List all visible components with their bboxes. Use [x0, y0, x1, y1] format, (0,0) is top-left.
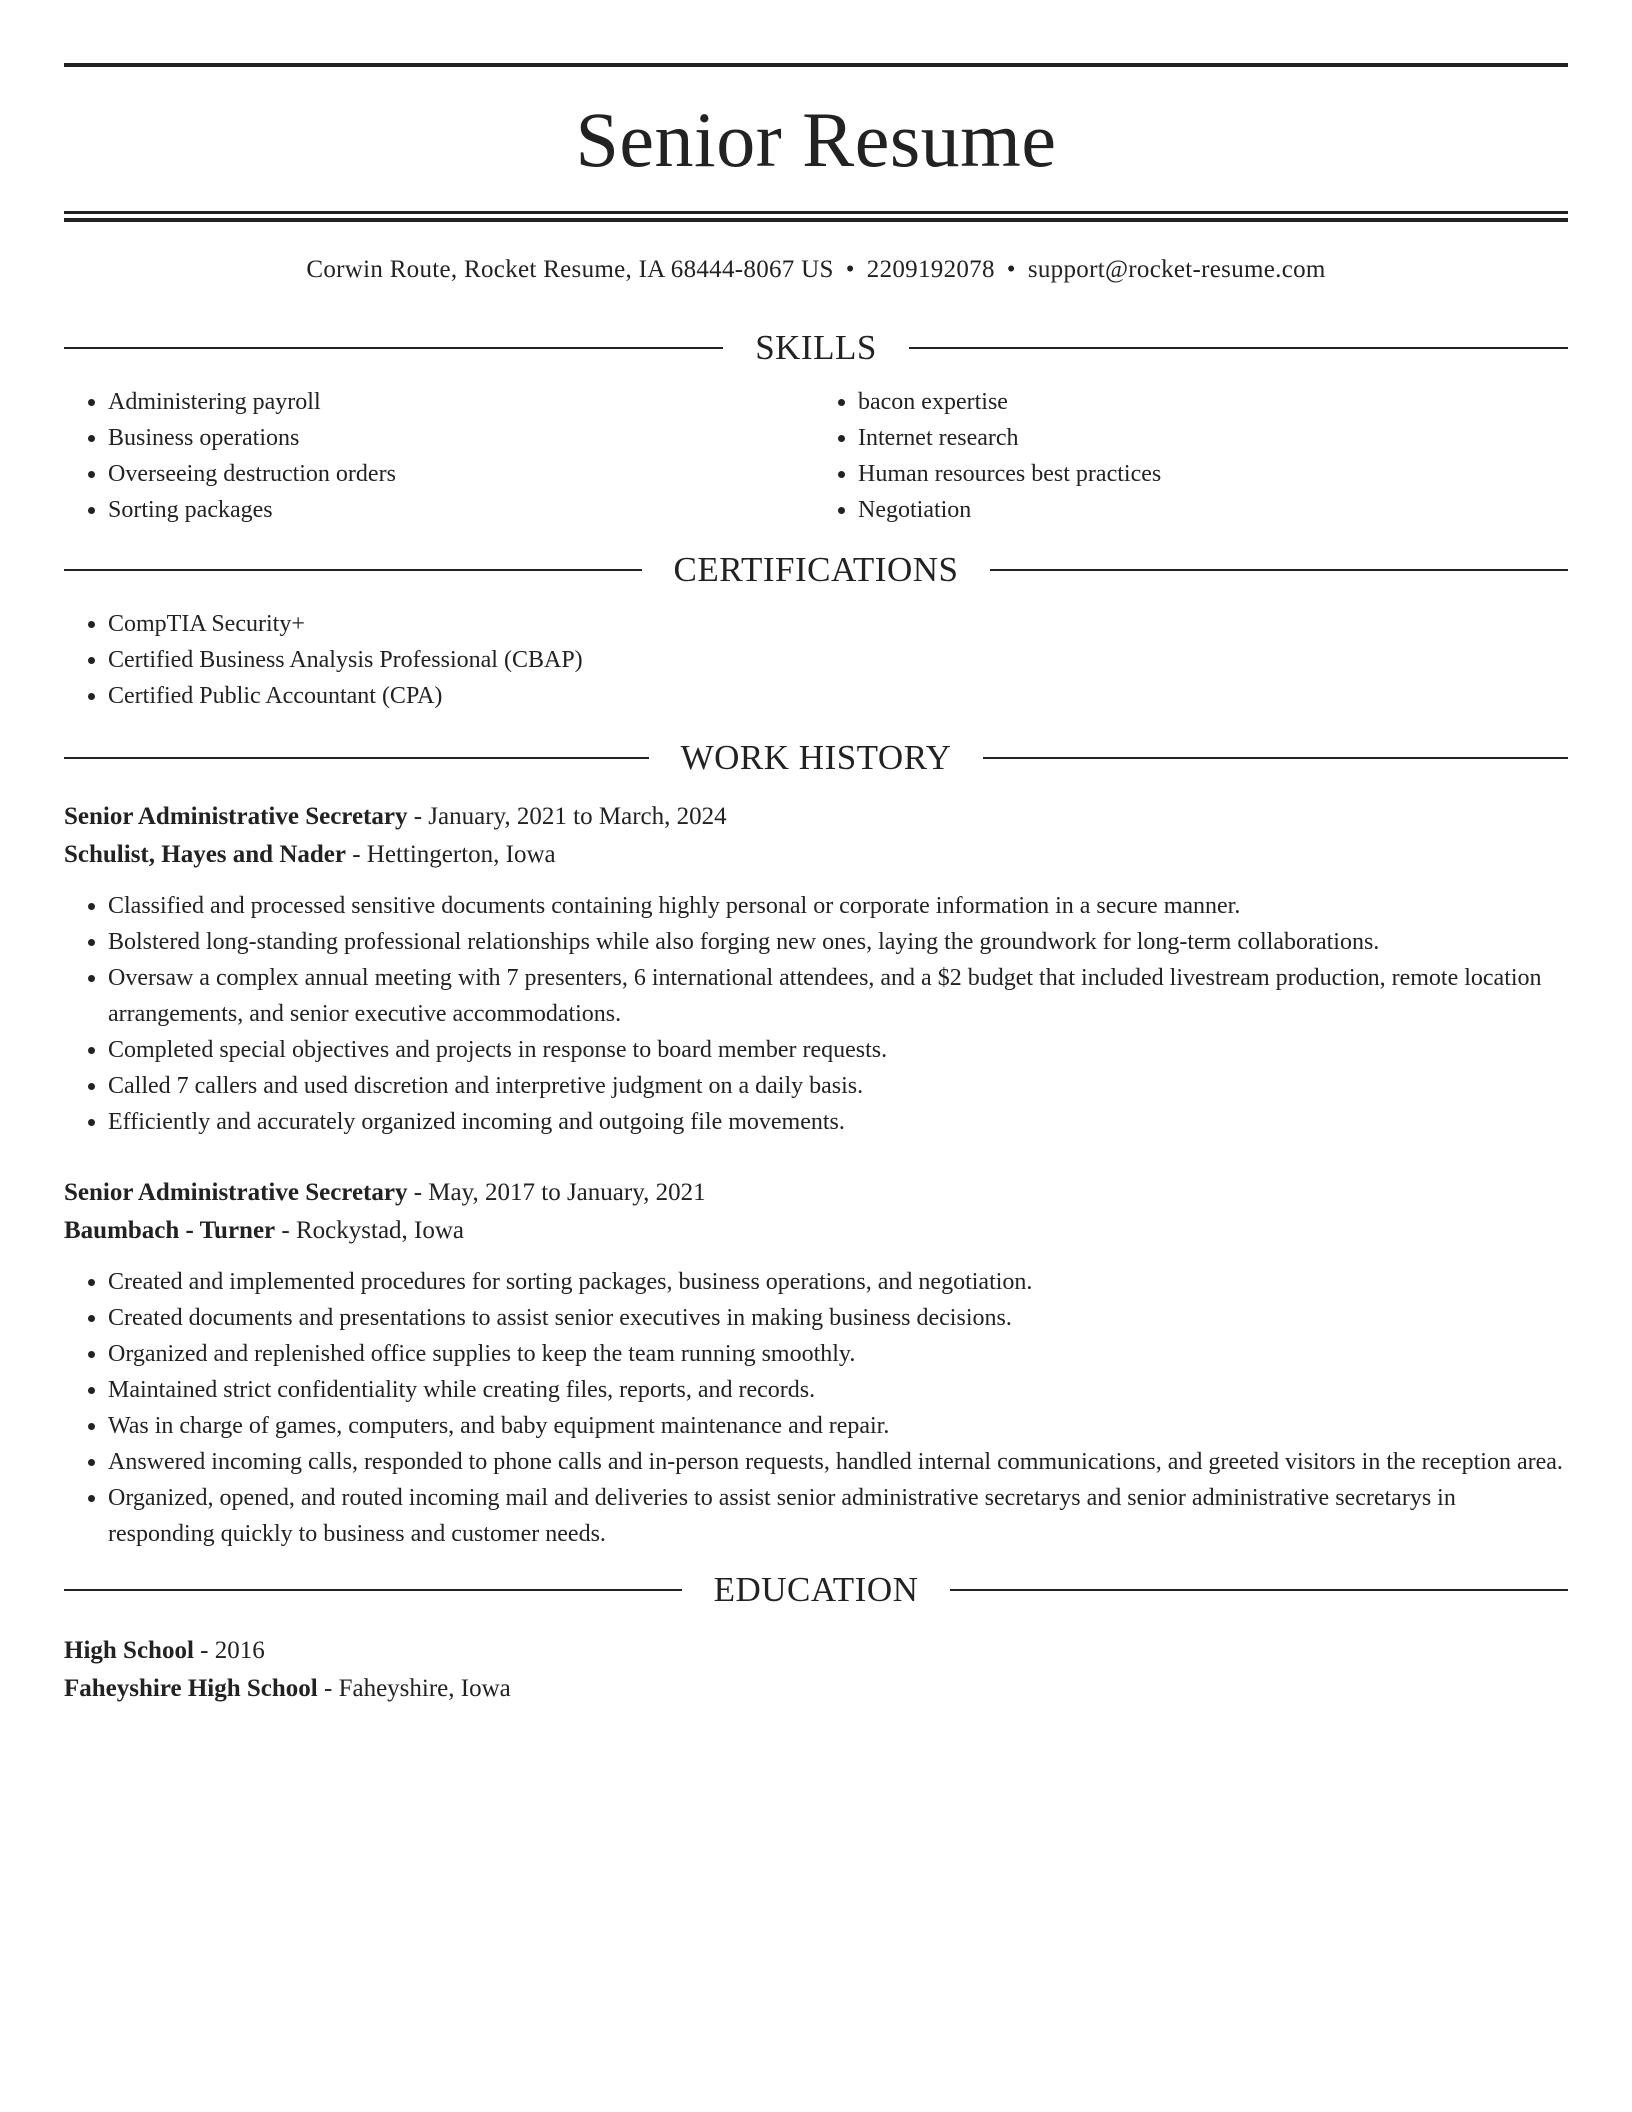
top-rule	[64, 63, 1568, 67]
heading-rule-left	[64, 347, 723, 349]
certification-item: • CompTIA Security+	[108, 606, 1568, 642]
job-location: - Hettingerton, Iowa	[345, 841, 556, 868]
resume-title: Senior Resume	[575, 96, 1057, 183]
skill-item: • Administering payroll	[108, 384, 816, 420]
job-entry	[64, 798, 1568, 1140]
heading-rule-right	[909, 347, 1568, 349]
job-title-line	[64, 1174, 1568, 1212]
education-location: - Faheyshire, Iowa	[317, 1675, 511, 1702]
job-duty: • Bolstered long-standing professional relationships while also forging new ones, laying the groundwork for long-term collaborations.	[108, 924, 1568, 960]
heading-rule-left	[64, 1589, 682, 1591]
contact-separator: •	[1006, 256, 1016, 283]
skills-column-right	[816, 384, 1568, 528]
job-duty: • Efficiently and accurately organized incoming and outgoing file movements.	[108, 1104, 1568, 1140]
job-duty: • Answered incoming calls, responded to phone calls and in-person requests, handled internal communications, and greeted visitors in the reception area.	[108, 1444, 1568, 1480]
education-year: - 2016	[193, 1637, 265, 1664]
skill-item: • Overseeing destruction orders	[108, 456, 816, 492]
job-duty: • Created documents and presentations to assist senior executives in making business decisions.	[108, 1300, 1568, 1336]
contact-email: support@rocket-resume.com	[1027, 256, 1326, 283]
contact-phone: 2209192078	[866, 256, 995, 283]
job-company-line	[64, 1212, 1568, 1250]
job-dates: - May, 2017 to January, 2021	[407, 1179, 706, 1206]
job-duty: • Maintained strict confidentiality while creating files, reports, and records.	[108, 1372, 1568, 1408]
skill-item: • Human resources best practices	[858, 456, 1568, 492]
skills-grid	[64, 384, 1568, 528]
job-company: Baumbach - Turner	[64, 1217, 276, 1244]
certification-item: • Certified Public Accountant (CPA)	[108, 678, 1568, 714]
job-duty: • Called 7 callers and used discretion and interpretive judgment on a daily basis.	[108, 1068, 1568, 1104]
education-school-line	[64, 1670, 1568, 1708]
education-heading	[64, 1570, 1568, 1610]
skills-list-left	[64, 384, 816, 528]
heading-rule-right	[950, 1589, 1568, 1591]
education-heading-label: EDUCATION	[713, 1570, 919, 1609]
education-school: Faheyshire High School	[64, 1675, 318, 1702]
certifications-heading-label: CERTIFICATIONS	[673, 550, 959, 589]
education-degree: High School	[64, 1637, 194, 1664]
job-location: - Rockystad, Iowa	[275, 1217, 465, 1244]
job-dates: - January, 2021 to March, 2024	[407, 803, 727, 830]
heading-rule-left	[64, 569, 642, 571]
skill-item: • Business operations	[108, 420, 816, 456]
job-duty: • Oversaw a complex annual meeting with 7 presenters, 6 international attendees, and a $2 budget that included livestream production, remote location arrangements, and senior executive accommodations.	[108, 960, 1568, 1032]
job-title-line	[64, 798, 1568, 836]
job-duty: • Completed special objectives and projects in response to board member requests.	[108, 1032, 1568, 1068]
certification-item: • Certified Business Analysis Professional (CBAP)	[108, 642, 1568, 678]
education-degree-line	[64, 1632, 1568, 1670]
heading-rule-left	[64, 757, 649, 759]
skill-item: • bacon expertise	[858, 384, 1568, 420]
job-company-line	[64, 836, 1568, 874]
skills-heading-label: SKILLS	[755, 328, 877, 367]
certifications-heading	[64, 550, 1568, 590]
job-duty: • Classified and processed sensitive documents containing highly personal or corporate information in a secure manner.	[108, 888, 1568, 924]
title-double-rule	[64, 211, 1568, 222]
job-duties-list	[64, 888, 1568, 1140]
job-duty: • Was in charge of games, computers, and baby equipment maintenance and repair.	[108, 1408, 1568, 1444]
skill-item: • Negotiation	[858, 492, 1568, 528]
heading-rule-right	[990, 569, 1568, 571]
contact-address: Corwin Route, Rocket Resume, IA 68444-8067 US	[306, 256, 834, 283]
work-history-heading-label: WORK HISTORY	[680, 738, 952, 777]
work-history-heading	[64, 738, 1568, 778]
job-company: Schulist, Hayes and Nader	[64, 841, 346, 868]
contact-line	[64, 256, 1568, 284]
contact-separator: •	[845, 256, 855, 283]
job-duty: • Created and implemented procedures for sorting packages, business operations, and negotiation.	[108, 1264, 1568, 1300]
job-duties-list	[64, 1264, 1568, 1552]
skill-item: • Internet research	[858, 420, 1568, 456]
job-title: Senior Administrative Secretary	[64, 803, 408, 830]
job-title: Senior Administrative Secretary	[64, 1179, 408, 1206]
certifications-list	[64, 606, 1568, 714]
job-duty: • Organized, opened, and routed incoming mail and deliveries to assist senior administrative secretarys and senior administrative secretarys in responding quickly to business and customer needs.	[108, 1480, 1568, 1552]
skill-item: • Sorting packages	[108, 492, 816, 528]
job-entry	[64, 1174, 1568, 1552]
skills-list-right	[816, 384, 1568, 528]
skills-heading	[64, 328, 1568, 368]
skills-column-left	[64, 384, 816, 528]
heading-rule-right	[983, 757, 1568, 759]
job-duty: • Organized and replenished office supplies to keep the team running smoothly.	[108, 1336, 1568, 1372]
